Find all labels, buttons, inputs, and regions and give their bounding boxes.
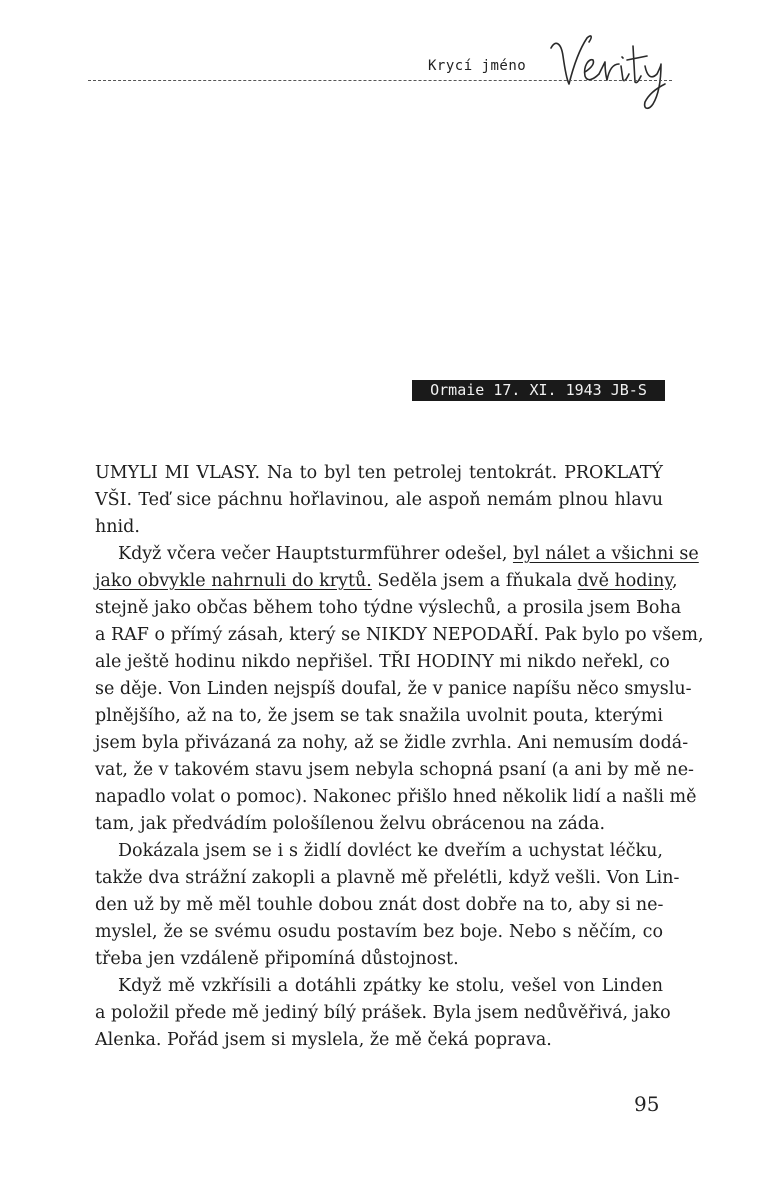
text-line: Dokázala jsem se i s židlí dovléct ke dveřím a uchystat léčku,	[118, 841, 663, 861]
page-number: 95	[634, 1092, 660, 1116]
underlined-phrase: jako obvykle nahrnuli do krytů.	[95, 571, 372, 591]
text-line: a položil přede mě jediný bílý prášek. Byla jsem nedůvěřivá, jako	[95, 1003, 671, 1023]
text-line: třeba jen vzdáleně připomíná důstojnost.	[95, 949, 459, 969]
text-line: stejně jako občas během toho týdne výslechů, a prosila jsem Boha	[95, 598, 682, 618]
verity-script-wordmark	[549, 26, 671, 112]
text-line: den už by mě měl touhle dobou znát dost dobře na to, aby si ne-	[95, 895, 664, 915]
text-line: jsem byla přivázaná za nohy, až se židle zvrhla. Ani nemusím dodá-	[95, 733, 689, 753]
header-dashed-rule	[88, 80, 672, 81]
text-line: takže dva strážní zakopli a plavně mě přelétli, když vešli. Von Lin-	[95, 868, 680, 888]
underlined-phrase: dvě hodiny	[577, 571, 672, 591]
text-line: Alenka. Pořád jsem si myslela, že mě čeká poprava.	[95, 1030, 552, 1050]
text-line: hnid.	[95, 517, 140, 537]
text-line: jako obvykle nahrnuli do krytů. Seděla jsem a fňukala dvě hodiny,	[95, 571, 678, 591]
text-line: Když mě vzkřísili a dotáhli zpátky ke stolu, vešel von Linden	[118, 976, 663, 996]
text-line: napadlo volat o pomoc). Nakonec přišlo hned několik lidí a našli mě	[95, 787, 697, 807]
text-line: myslel, že se svému osudu postavím bez boje. Nebo s něčím, co	[95, 922, 663, 942]
text-line: se děje. Von Linden nejspíš doufal, že v panice napíšu něco smyslu-	[95, 679, 692, 699]
text-line: Když včera večer Hauptsturmführer odešel, byl nálet a všichni se	[118, 544, 699, 564]
underlined-phrase: byl nálet a všichni se	[512, 544, 699, 564]
text-line: UMYLI MI VLASY. Na to byl ten petrolej tentokrát. PROKLATÝ	[95, 463, 663, 483]
dateline-label: Ormaie 17. XI. 1943 JB-S	[412, 380, 665, 401]
text-line: plnějšího, až na to, že jsem se tak snažila uvolnit pouta, kterými	[95, 706, 663, 726]
body-text	[95, 460, 704, 1054]
text-line: VŠI. Teď sice páchnu hořlavinou, ale aspoň nemám plnou hlavu	[95, 490, 663, 510]
text-line: ale ještě hodinu nikdo nepřišel. TŘI HODINY mi nikdo neřekl, co	[95, 652, 670, 672]
text-line: tam, jak předvádím pološílenou želvu obrácenou na záda.	[95, 814, 606, 834]
running-header-title: Krycí jméno	[428, 58, 527, 74]
text-line: a RAF o přímý zásah, který se NIKDY NEPODAŘÍ. Pak bylo po všem,	[95, 625, 704, 645]
text-line: vat, že v takovém stavu jsem nebyla schopná psaní (a ani by mě ne-	[95, 760, 694, 780]
